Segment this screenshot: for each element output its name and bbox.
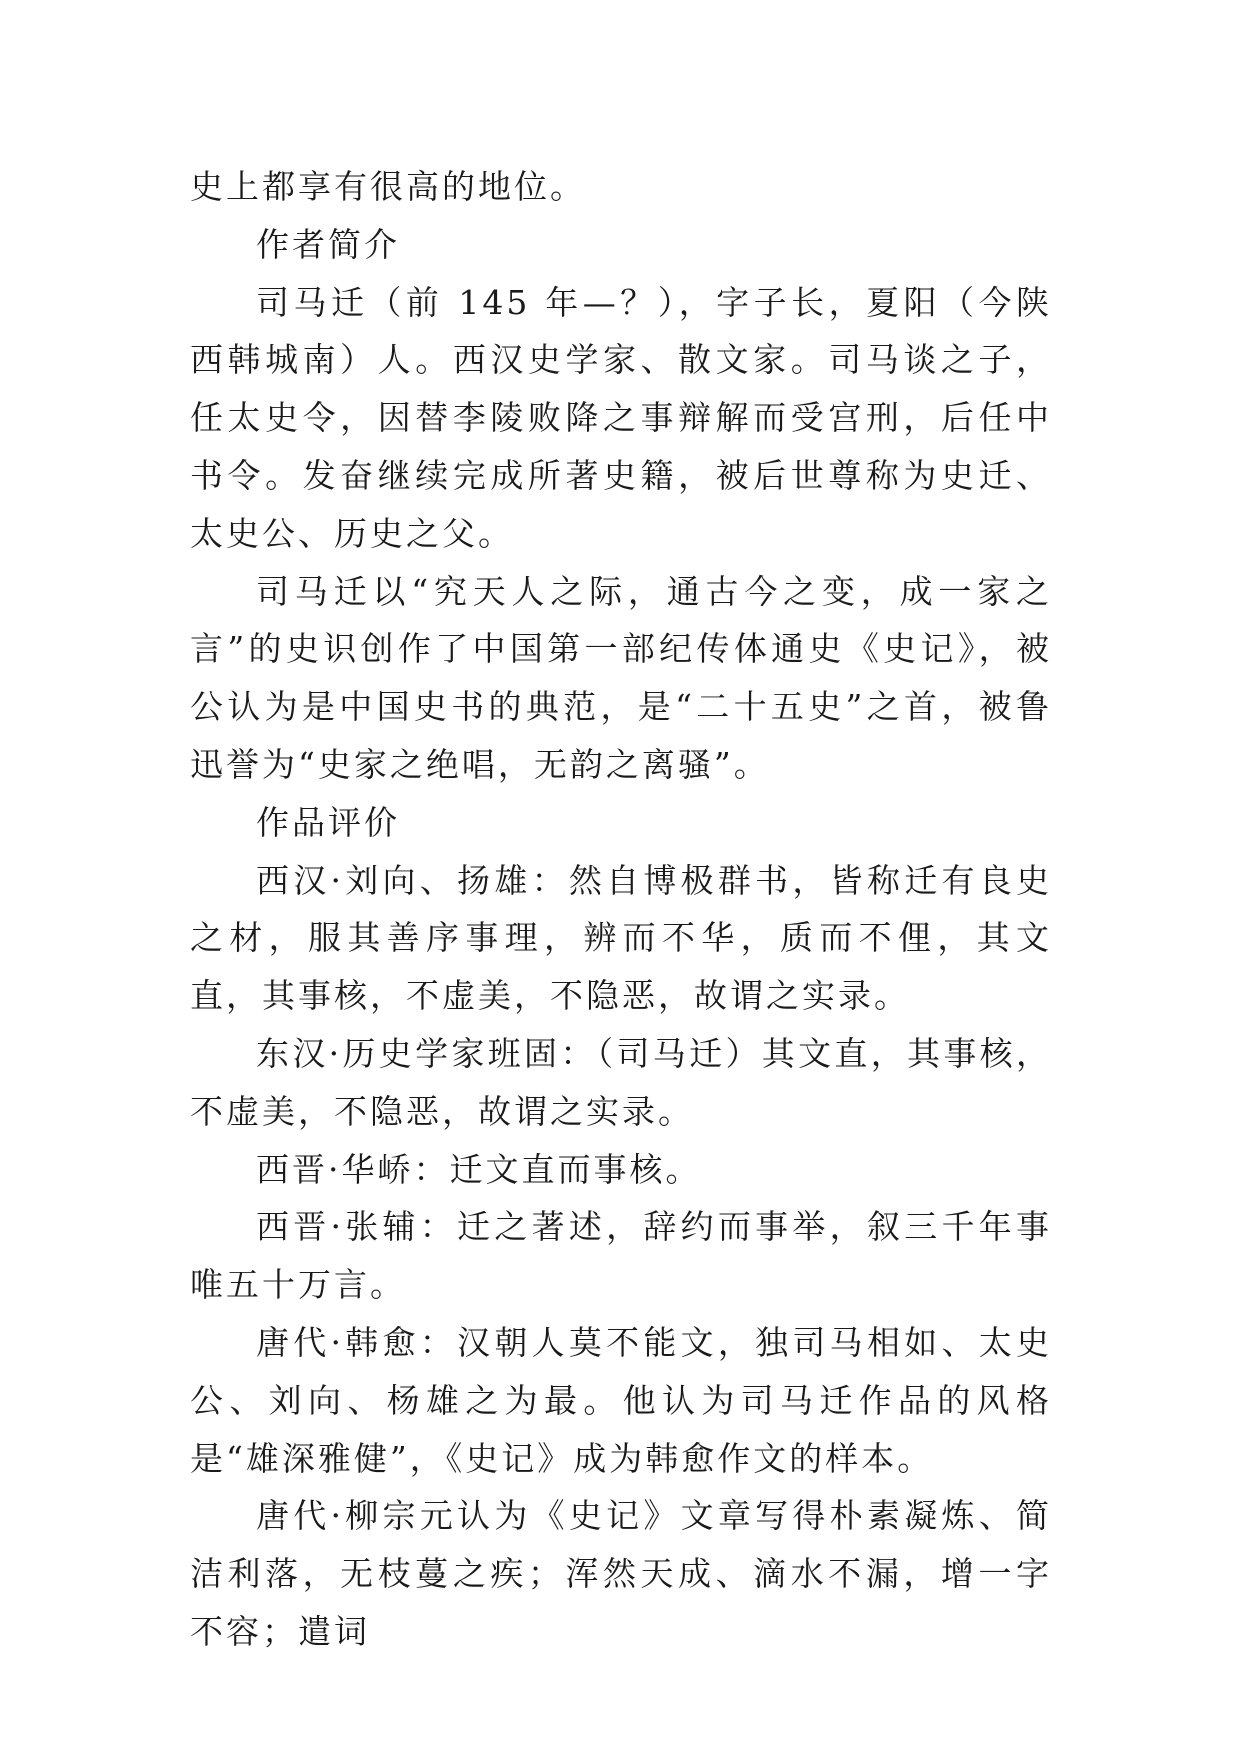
paragraph-eval-liuxiang: 西汉·刘向、扬雄：然自博极群书，皆称迁有良史之材，服其善序事理，辨而不华，质而不俚，其文直，其事核，不虚美，不隐恶，故谓之实录。 (190, 860, 1052, 1016)
heading-author-intro: 作者简介 (256, 224, 400, 264)
paragraph-eval-bangu: 东汉·历史学家班固：（司马迁）其文直，其事核，不虚美，不隐恶，故谓之实录。 (190, 1033, 1052, 1131)
paragraph-eval-zhangfu: 西晋·张辅：迁之著述，辞约而事举，叙三千年事唯五十万言。 (190, 1207, 1052, 1305)
paragraph-continuation: 史上都享有很高的地位。 (190, 167, 586, 206)
paragraph-shiji-intro: 司马迁以“究天人之际，通古今之变，成一家之言”的史识创作了中国第一部纪传体通史《史记》，被公认为是中国史书的典范，是“二十五史”之首，被鲁迅誉为“史家之绝唱，无韵之离骚”。 (190, 571, 1052, 784)
paragraph-eval-huaqiao: 西晋·华峤：迁文直而事核。 (256, 1149, 702, 1189)
heading-work-evaluation: 作品评价 (256, 802, 400, 842)
paragraph-author-bio: 司马迁（前 145 年—？），字子长，夏阳（今陕西韩城南）人。西汉史学家、散文家。司马谈之子，任太史令，因替李陵败降之事辩解而受宫刑，后任中书令。发奋继续完成所著史籍，被后世尊称为史迁、太史公、历史之父。 (190, 282, 1052, 553)
paragraph-eval-hanyu: 唐代·韩愈：汉朝人莫不能文，独司马相如、太史公、刘向、杨雄之为最。他认为司马迁作品的风格是“雄深雅健”，《史记》成为韩愈作文的样本。 (190, 1322, 1052, 1478)
paragraph-eval-liuzongyuan: 唐代·柳宗元认为《史记》文章写得朴素凝炼、简洁利落，无枝蔓之疾；浑然天成、滴水不漏，增一字不容；遣词 (190, 1496, 1052, 1651)
document-body (190, 158, 1052, 1661)
